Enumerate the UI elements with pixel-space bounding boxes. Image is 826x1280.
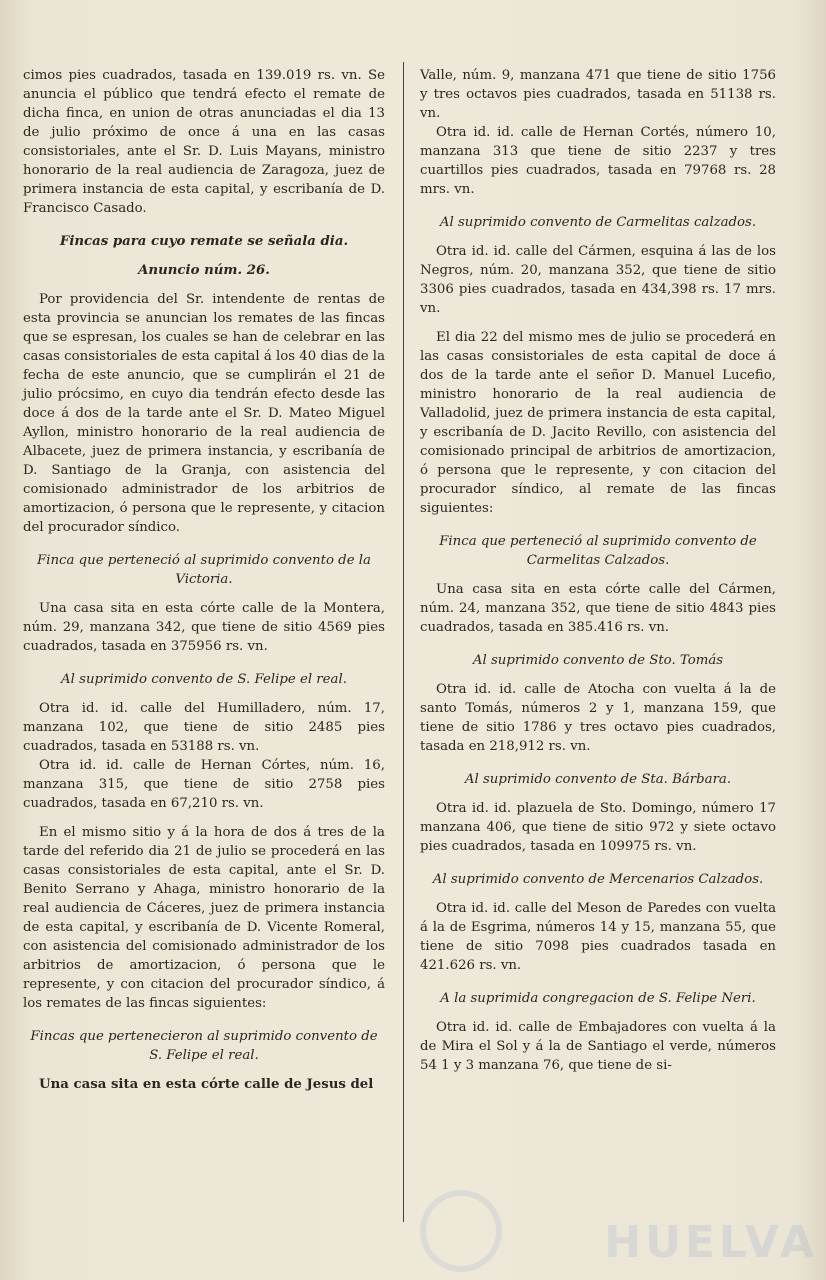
section-heading: Al suprimido convento de S. Felipe el real. [61,672,347,687]
section-heading: Al suprimido convento de Carmelitas calzados. [439,215,757,230]
paragraph: Otra id. id. calle del Meson de Paredes con vuelta á la de Esgrima, números 14 y 15, manzana 55, que tiene de sitio 7098 pies cuadrados tasada en 421.626 rs. vn. [420,901,776,973]
paragraph: cimos pies cuadrados, tasada en 139.019 rs. vn. Se anuncia el público que tendrá efecto el remate de dicha finca, en union de otras anunciadas el dia 13 de julio próximo de once á una en las casas consistoriales, ante el Sr. D. Luis Mayans, ministro honorario de la real audiencia de Zaragoza, juez de primera instancia de esta capital, y escribanía de D. Francisco Casado. [23,68,385,216]
paragraph: El dia 22 del mismo mes de julio se procederá en las casas consistoriales de esta capital de doce á dos de la tarde ante el señor D. Manuel Lucefio, ministro honorario de la real audiencia de Valladolid, juez de primera instancia de esta capital, y escribanía de D. Jacito Revillo, con asistencia del comisionado principal de arbitrios de amortizacion, ó persona que le represente, y con citacion del procurador síndico, al remate de las fincas siguientes: [420,330,776,516]
left-column [23,66,385,1094]
paragraph: Otra id. id. plazuela de Sto. Domingo, número 17 manzana 406, que tiene de sitio 972 y siete octavo pies cuadrados, tasada en 109975 rs. vn. [420,801,776,854]
watermark: HUELVA [604,1217,818,1268]
column-divider [403,62,404,1222]
section-heading: Fincas que pertenecieron al suprimido convento de S. Felipe el real. [30,1029,378,1063]
section-heading: Al suprimido convento de Sta. Bárbara. [464,772,732,787]
section-heading: A la suprimida congregacion de S. Felipe Neri. [440,991,756,1006]
watermark-logo-icon [420,1190,502,1272]
announcement-number: Anuncio núm. 26. [138,263,270,278]
section-heading: Al suprimido convento de Sto. Tomás [472,653,724,668]
paragraph: Una casa sita en esta córte calle del Cármen, núm. 24, manzana 352, que tiene de sitio 4843 pies cuadrados, tasada en 385.416 rs. vn. [420,582,776,635]
paragraph: Otra id. id. calle de Atocha con vuelta á la de santo Tomás, números 2 y 1, manzana 159, que tiene de sitio 1786 y tres octavo pies cuadrados, tasada en 218,912 rs. vn. [420,682,776,754]
section-heading: Finca que perteneció al suprimido convento de Carmelitas Calzados. [439,534,757,568]
paragraph: Otra id. id. calle de Hernan Cortés, número 10, manzana 313 que tiene de sitio 2237 y tres cuartillos pies cuadrados, tasada en 79768 rs. 28 mrs. vn. [420,125,776,197]
paragraph: Valle, núm. 9, manzana 471 que tiene de sitio 1756 y tres octavos pies cuadrados, tasada en 51138 rs. vn. [420,68,776,121]
paragraph: Por providencia del Sr. intendente de rentas de esta provincia se anuncian los remates de las fincas que se espresan, los cuales se han de celebrar en las casas consistoriales de esta capital á los 40 dias de la fecha de este anuncio, que se cumplirán el 21 de julio prócsimo, en cuyo dia tendrán efecto desde las doce á dos de la tarde ante el Sr. D. Mateo Miguel Ayllon, ministro honorario de la real audiencia de Albacete, juez de primera instancia, y escribanía de D. Santiago de la Granja, con asistencia del comisionado administrador de los arbitrios de amortizacion, ó persona que le represente, y citacion del procurador síndico. [23,292,385,535]
paragraph: Otra id. id. calle de Hernan Córtes, núm. 16, manzana 315, que tiene de sitio 2758 pies cuadrados, tasada en 67,210 rs. vn. [23,758,385,811]
paragraph: Otra id. id. calle de Embajadores con vuelta á la de Mira el Sol y á la de Santiago el verde, números 54 1 y 3 manzana 76, que tiene de si- [420,1020,776,1073]
paragraph: Otra id. id. calle del Humilladero, núm. 17, manzana 102, que tiene de sitio 2485 pies cuadrados, tasada en 53188 rs. vn. [23,701,385,754]
paragraph: Una casa sita en esta córte calle de Jesus del [39,1077,374,1092]
right-column [420,66,776,1075]
section-heading: Fincas para cuyo remate se señala dia. [59,234,349,249]
section-heading: Al suprimido convento de Mercenarios Calzados. [432,872,764,887]
section-heading: Finca que perteneció al suprimido convento de la Victoria. [37,553,371,587]
paragraph: Otra id. id. calle del Cármen, esquina á las de los Negros, núm. 20, manzana 352, que tiene de sitio 3306 pies cuadrados, tasada en 434,398 rs. 17 mrs. vn. [420,244,776,316]
paragraph: Una casa sita en esta córte calle de la Montera, núm. 29, manzana 342, que tiene de sitio 4569 pies cuadrados, tasada en 375956 rs. vn. [23,601,385,654]
paragraph: En el mismo sitio y á la hora de dos á tres de la tarde del referido dia 21 de julio se procederá en las casas consistoriales de esta capital, ante el Sr. D. Benito Serrano y Ahaga, ministro honorario de la real audiencia de Cáceres, juez de primera instancia de esta capital, y escribanía de D. Vicente Romeral, con asistencia del comisionado administrador de los arbitrios de amortizacion, ó persona que le represente, y con citacion del procurador síndico, á los remates de las fincas siguientes: [23,825,385,1011]
